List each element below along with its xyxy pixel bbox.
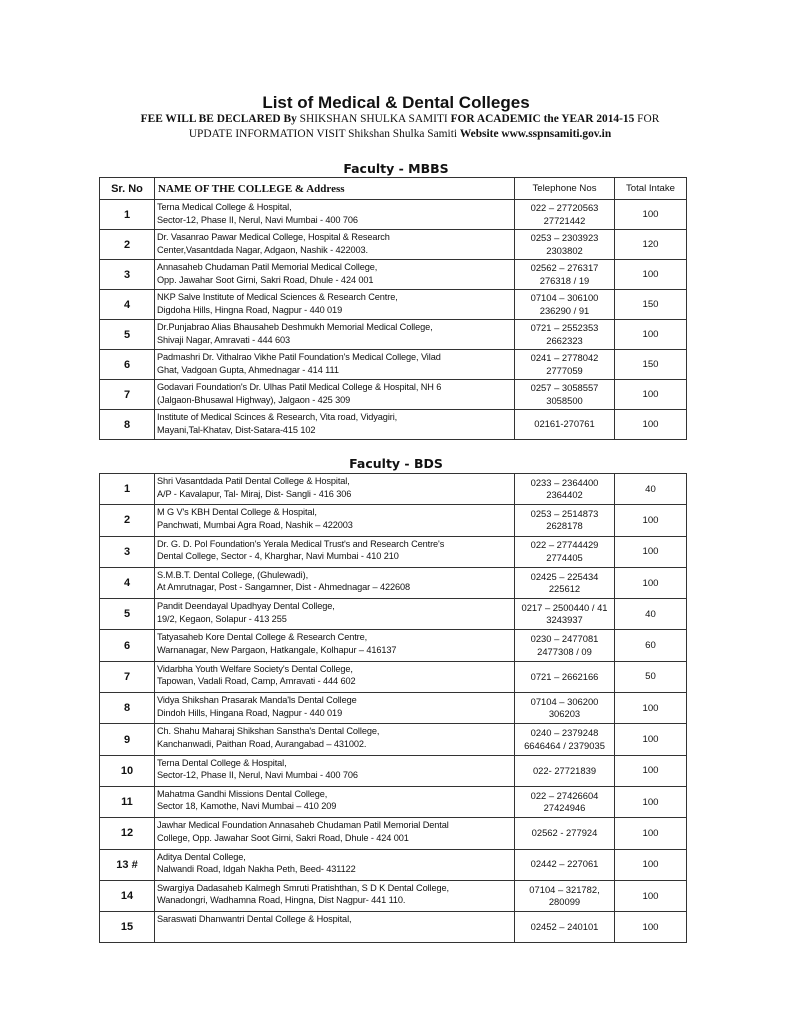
telephone-line: 022 – 27720563 — [530, 202, 599, 213]
table-row — [100, 786, 687, 817]
telephone-line: 306203 — [548, 708, 581, 720]
telephone-cell — [515, 818, 615, 849]
college-address-line: College, Opp. Jawahar Soot Girni, Sakri Road, Dhule - 424 001 — [157, 832, 409, 843]
intake-cell: 100 — [615, 260, 687, 290]
telephone-line: 07104 – 321782, — [529, 883, 600, 895]
telephone-cell — [515, 380, 615, 410]
college-name-line: Vidarbha Youth Welfare Society's Dental College, — [157, 663, 353, 674]
table-row — [100, 912, 687, 943]
telephone-line: 02425 – 225434 — [530, 570, 599, 582]
sr-no-cell: 7 — [100, 661, 155, 692]
fee-notice-d: FOR — [637, 113, 660, 125]
table-row — [100, 661, 687, 692]
header-college-name: NAME OF THE COLLEGE & Address — [155, 178, 515, 200]
telephone-line: 0240 – 2379248 — [530, 727, 599, 739]
sr-no-cell: 2 — [100, 230, 155, 260]
college-address-line: Sector 18, Kamothe, Navi Mumbai – 410 209 — [157, 801, 337, 812]
telephone-cell — [515, 350, 615, 380]
college-name-cell — [155, 755, 515, 786]
table-row — [100, 693, 687, 724]
college-name-cell — [155, 380, 515, 410]
telephone-cell — [515, 755, 615, 786]
header-telephone: Telephone Nos — [515, 178, 615, 200]
college-name-cell — [155, 880, 515, 911]
intake-cell: 100 — [615, 380, 687, 410]
telephone-line: 02452 – 240101 — [530, 921, 599, 933]
fee-notice-line-1 — [80, 112, 720, 127]
telephone-line: 02442 – 227061 — [530, 858, 599, 870]
telephone-line: 022- 27721839 — [532, 764, 597, 776]
sr-no-cell: 3 — [100, 536, 155, 567]
telephone-line: 6646464 / 2379035 — [524, 739, 605, 751]
college-name-cell — [155, 599, 515, 630]
college-name-cell — [155, 505, 515, 536]
college-address-line: Panchwati, Mumbai Agra Road, Nashik – 422003 — [157, 519, 353, 530]
college-address-line: Ghat, Vadgoan Gupta, Ahmednagar - 414 111 — [157, 364, 339, 375]
college-name-line: Jawhar Medical Foundation Annasaheb Chudaman Patil Memorial Dental — [157, 820, 449, 831]
college-name-cell — [155, 693, 515, 724]
intake-cell: 40 — [615, 599, 687, 630]
telephone-line: 02161-270761 — [534, 418, 595, 430]
telephone-cell — [515, 474, 615, 505]
college-address-line: Warnanagar, New Pargaon, Hatkangale, Kolhapur – 416137 — [157, 644, 397, 655]
intake-cell: 100 — [615, 786, 687, 817]
college-name-line: Dr. Vasanrao Pawar Medical College, Hospital & Research — [157, 232, 390, 242]
college-name-cell — [155, 630, 515, 661]
telephone-line: 2477308 / 09 — [537, 645, 592, 657]
table-row — [100, 474, 687, 505]
college-address-line: Sector-12, Phase II, Nerul, Navi Mumbai - 400 706 — [157, 770, 358, 781]
sr-no-cell: 5 — [100, 599, 155, 630]
telephone-cell — [515, 200, 615, 230]
mbbs-table — [99, 177, 687, 440]
intake-cell: 100 — [615, 912, 687, 943]
college-name-line: Swargiya Dadasaheb Kalmegh Smruti Pratishthan, S D K Dental College, — [157, 882, 449, 893]
table-row — [100, 290, 687, 320]
college-address-line: A/P - Kavalapur, Tal- Miraj, Dist- Sangli - 416 306 — [157, 488, 352, 499]
sr-no-cell: 1 — [100, 200, 155, 230]
sr-no-cell: 12 — [100, 818, 155, 849]
telephone-cell — [515, 849, 615, 880]
telephone-cell — [515, 630, 615, 661]
college-name-cell — [155, 567, 515, 598]
sr-no-cell: 4 — [100, 567, 155, 598]
college-address-line: Tapowan, Vadali Road, Camp, Amravati - 444 602 — [157, 676, 356, 687]
college-name-cell — [155, 912, 515, 943]
college-address-line: Dindoh Hills, Hingana Road, Nagpur - 440 019 — [157, 707, 343, 718]
college-name-line: S.M.B.T. Dental College, (Ghulewadi), — [157, 569, 309, 580]
telephone-line: 0230 – 2477081 — [530, 633, 599, 645]
fee-notice-a: FEE WILL BE DECLARED By — [140, 113, 297, 125]
college-name-line: Godavari Foundation's Dr. Ulhas Patil Medical College & Hospital, NH 6 — [157, 382, 442, 392]
faculty-mbbs-heading: Faculty - MBBS — [343, 161, 449, 176]
college-address-line: Sector-12, Phase II, Nerul, Navi Mumbai - 400 706 — [157, 214, 358, 225]
document-title: List of Medical & Dental Colleges — [262, 93, 530, 112]
intake-cell: 120 — [615, 230, 687, 260]
sr-no-cell: 7 — [100, 380, 155, 410]
bds-table — [99, 473, 687, 943]
college-name-line: Shri Vasantdada Patil Dental College & Hospital, — [157, 476, 350, 486]
telephone-line: 0721 – 2662166 — [530, 670, 599, 682]
header-total-intake: Total Intake — [615, 178, 687, 200]
college-name-line: Vidya Shikshan Prasarak Manda'ls Dental College — [157, 695, 357, 706]
telephone-cell — [515, 320, 615, 350]
college-name-cell — [155, 290, 515, 320]
header-sr-no: Sr. No — [100, 178, 155, 200]
telephone-line: 022 – 27744429 — [530, 539, 599, 551]
telephone-cell — [515, 724, 615, 755]
sr-no-cell: 8 — [100, 410, 155, 440]
table-row — [100, 630, 687, 661]
telephone-cell — [515, 912, 615, 943]
intake-cell: 100 — [615, 724, 687, 755]
college-address-line: Kanchanwadi, Paithan Road, Aurangabad – 431002. — [157, 738, 367, 749]
college-name-cell — [155, 474, 515, 505]
telephone-line: 27424946 — [543, 802, 586, 814]
college-name-line: Padmashri Dr. Vithalrao Vikhe Patil Foundation's Medical College, Vilad — [157, 352, 441, 362]
telephone-line: 2774405 — [546, 551, 583, 563]
table-row — [100, 200, 687, 230]
intake-cell: 100 — [615, 880, 687, 911]
update-info-text: UPDATE INFORMATION VISIT Shikshan Shulka Samiti — [188, 128, 458, 140]
telephone-cell — [515, 536, 615, 567]
table-row — [100, 380, 687, 410]
telephone-cell — [515, 260, 615, 290]
sr-no-cell: 6 — [100, 630, 155, 661]
college-name-line: Institute of Medical Scinces & Research, Vita road, Vidyagiri, — [157, 412, 398, 422]
table-row — [100, 505, 687, 536]
table-row — [100, 755, 687, 786]
table-row — [100, 230, 687, 260]
intake-cell: 100 — [615, 849, 687, 880]
intake-cell: 100 — [615, 410, 687, 440]
sr-no-cell: 9 — [100, 724, 155, 755]
telephone-line: 0241 – 2778042 — [530, 352, 599, 363]
college-address-line: At Amrutnagar, Post - Sangamner, Dist - Ahmednagar – 422608 — [157, 582, 411, 593]
sr-no-cell: 14 — [100, 880, 155, 911]
sr-no-cell: 6 — [100, 350, 155, 380]
table-row — [100, 599, 687, 630]
college-name-cell — [155, 786, 515, 817]
college-name-line: Aditya Dental College, — [157, 851, 246, 862]
intake-cell: 150 — [615, 290, 687, 320]
telephone-line: 2777059 — [546, 364, 583, 376]
telephone-line: 2662323 — [546, 334, 583, 346]
telephone-line: 07104 – 306100 — [530, 292, 599, 303]
table-row — [100, 880, 687, 911]
sr-no-cell: 8 — [100, 693, 155, 724]
college-name-cell — [155, 536, 515, 567]
college-address-line: Digdoha Hills, Hingna Road, Nagpur - 440 019 — [157, 304, 343, 315]
college-name-cell — [155, 410, 515, 440]
sr-no-cell: 13 # — [100, 849, 155, 880]
telephone-line: 0253 – 2303923 — [530, 232, 599, 243]
fee-notice-b: SHIKSHAN SHULKA SAMITI — [299, 113, 448, 125]
intake-cell: 100 — [615, 320, 687, 350]
college-name-line: Saraswati Dhanwantri Dental College & Hospital, — [157, 914, 352, 925]
college-name-cell — [155, 200, 515, 230]
table-row — [100, 536, 687, 567]
sr-no-cell: 2 — [100, 505, 155, 536]
intake-cell: 100 — [615, 505, 687, 536]
college-name-line: Pandit Deendayal Upadhyay Dental College, — [157, 601, 335, 612]
telephone-line: 3243937 — [546, 614, 583, 626]
college-name-cell — [155, 350, 515, 380]
telephone-line: 07104 – 306200 — [530, 695, 599, 707]
fee-notice-c: FOR ACADEMIC the YEAR 2014-15 — [450, 113, 635, 125]
college-name-line: Mahatma Gandhi Missions Dental College, — [157, 788, 328, 799]
college-address-line: Shivaji Nagar, Amravati - 444 603 — [157, 334, 291, 345]
table-row — [100, 320, 687, 350]
sr-no-cell: 3 — [100, 260, 155, 290]
fee-notice-line-2 — [80, 127, 720, 142]
college-address-line: Mayani,Tal-Khatav, Dist-Satara-415 102 — [157, 424, 316, 435]
intake-cell: 100 — [615, 536, 687, 567]
intake-cell: 100 — [615, 567, 687, 598]
telephone-cell — [515, 230, 615, 260]
sr-no-cell: 4 — [100, 290, 155, 320]
sr-no-cell: 10 — [100, 755, 155, 786]
sr-no-cell: 15 — [100, 912, 155, 943]
telephone-line: 0253 – 2514873 — [530, 507, 599, 519]
college-address-line: Opp. Jawahar Soot Girni, Sakri Road, Dhule - 424 001 — [157, 274, 374, 285]
telephone-line: 225612 — [548, 583, 581, 595]
telephone-line: 236290 / 91 — [539, 304, 590, 316]
sr-no-cell: 11 — [100, 786, 155, 817]
college-name-cell — [155, 724, 515, 755]
telephone-line: 280099 — [548, 896, 581, 907]
college-address-line: 19/2, Kegaon, Solapur - 413 255 — [157, 613, 287, 624]
college-name-line: Dr.Punjabrao Alias Bhausaheb Deshmukh Memorial Medical College, — [157, 322, 433, 332]
intake-cell: 100 — [615, 818, 687, 849]
intake-cell: 40 — [615, 474, 687, 505]
telephone-cell — [515, 567, 615, 598]
intake-cell: 60 — [615, 630, 687, 661]
college-address-line: (Jalgaon-Bhusawal Highway), Jalgaon - 425 309 — [157, 394, 351, 405]
telephone-cell — [515, 410, 615, 440]
sr-no-cell: 5 — [100, 320, 155, 350]
telephone-cell — [515, 693, 615, 724]
telephone-line: 3058500 — [546, 394, 583, 406]
college-address-line: Center,Vasantdada Nagar, Adgaon, Nashik - 422003. — [157, 244, 368, 255]
table-row — [100, 818, 687, 849]
telephone-line: 276318 / 19 — [539, 274, 590, 286]
telephone-cell — [515, 290, 615, 320]
intake-cell: 100 — [615, 693, 687, 724]
college-name-line: Ch. Shahu Maharaj Shikshan Sanstha's Dental College, — [157, 726, 380, 737]
telephone-line: 02562 – 276317 — [530, 262, 599, 273]
table-row — [100, 849, 687, 880]
table-header-row — [100, 178, 687, 200]
telephone-line: 02562 - 277924 — [531, 827, 598, 839]
table-row — [100, 724, 687, 755]
telephone-line: 0257 – 3058557 — [530, 382, 599, 393]
college-name-line: Terna Dental College & Hospital, — [157, 757, 287, 768]
telephone-cell — [515, 786, 615, 817]
intake-cell: 100 — [615, 755, 687, 786]
telephone-cell — [515, 880, 615, 911]
college-name-cell — [155, 260, 515, 290]
college-name-line: NKP Salve Institute of Medical Sciences & Research Centre, — [157, 292, 398, 302]
college-name-line: Dr. G. D. Pol Foundation's Yerala Medical Trust's and Research Centre's — [157, 538, 445, 549]
telephone-line: 0721 – 2552353 — [530, 322, 599, 333]
intake-cell: 100 — [615, 200, 687, 230]
telephone-cell — [515, 661, 615, 692]
telephone-line: 2364402 — [546, 489, 583, 501]
sr-no-cell: 1 — [100, 474, 155, 505]
college-name-cell — [155, 818, 515, 849]
intake-cell: 50 — [615, 661, 687, 692]
telephone-cell — [515, 599, 615, 630]
college-name-line: M G V's KBH Dental College & Hospital, — [157, 507, 317, 518]
telephone-line: 27721442 — [543, 214, 586, 226]
telephone-cell — [515, 505, 615, 536]
college-name-line: Tatyasaheb Kore Dental College & Research Centre, — [157, 632, 368, 643]
college-name-cell — [155, 661, 515, 692]
table-row — [100, 567, 687, 598]
telephone-line: 0233 – 2364400 — [530, 476, 599, 488]
table-row — [100, 260, 687, 290]
telephone-line: 2628178 — [546, 520, 583, 532]
table-row — [100, 350, 687, 380]
college-name-cell — [155, 230, 515, 260]
college-name-line: Annasaheb Chudaman Patil Memorial Medical College, — [157, 262, 378, 272]
college-address-line: Nalwandi Road, Idgah Nakha Peth, Beed- 431122 — [157, 864, 356, 875]
intake-cell: 150 — [615, 350, 687, 380]
college-name-cell — [155, 849, 515, 880]
college-name-line: Terna Medical College & Hospital, — [157, 202, 292, 212]
telephone-line: 022 – 27426604 — [530, 789, 599, 801]
website-text: Website www.sspnsamiti.gov.in — [459, 128, 612, 140]
faculty-bds-heading: Faculty - BDS — [349, 456, 443, 471]
college-address-line: Wanadongri, Wadhamna Road, Hingna, Dist Nagpur- 441 110. — [157, 895, 406, 906]
table-row — [100, 410, 687, 440]
college-address-line: Dental College, Sector - 4, Kharghar, Navi Mumbai - 410 210 — [157, 551, 399, 562]
telephone-line: 0217 – 2500440 / 41 — [521, 601, 608, 613]
college-name-cell — [155, 320, 515, 350]
telephone-line: 2303802 — [546, 244, 583, 256]
